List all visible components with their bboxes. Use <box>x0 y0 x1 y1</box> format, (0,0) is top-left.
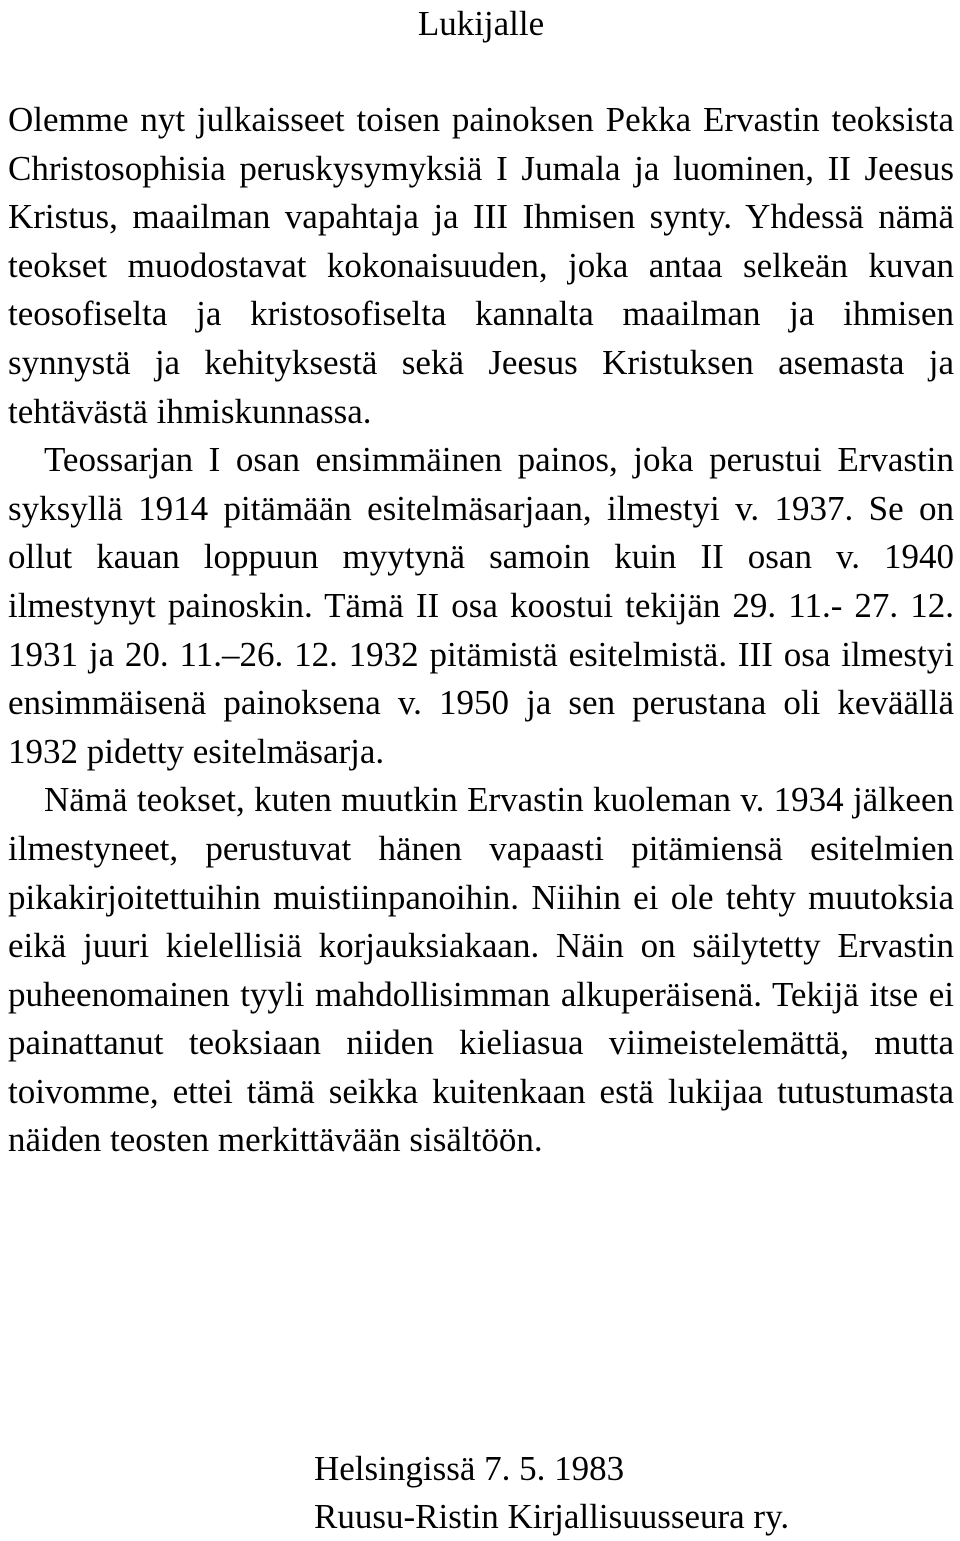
page-title: Lukijalle <box>417 4 545 43</box>
paragraph-intro: Olemme nyt julkaisseet toisen painoksen Pekka Ervastin teoksista Christosophisia peruskysymyksiä I Jumala ja luominen, II Jeesus Kristus, maailman vapahtaja ja III Ihmisen synty. Yhdessä nämä teokset muodostavat kokonaisuuden, joka antaa selkeän kuvan teosofiselta ja kristosofiselta kannalta maailman ja ihmisen synnystä ja kehityksestä sekä Jeesus Kristuksen asemasta ja tehtävästä ihmiskunnassa. <box>8 100 954 431</box>
signature-place-date: Helsingissä 7. 5. 1983 <box>314 1449 625 1488</box>
paragraph-editorial-note: Nämä teokset, kuten muutkin Ervastin kuoleman v. 1934 jälkeen ilmestyneet, perustuvat hänen vapaasti pitämiensä esitelmien pikakirjoitettuihin muistiinpanoihin. Niihin ei ole tehty muutoksia eikä juuri kielellisiä korjauksiakaan. Näin on säilytetty Ervastin puheenomainen tyyli mahdollisimman alkuperäisenä. Tekijä itse ei painattanut teoksiaan niiden kieliasua viimeistelemättä, mutta toivomme, ettei tämä seikka kuitenkaan estä lukijaa tutustumasta näiden teosten merkittävään sisältöön. <box>8 780 954 1160</box>
paragraph-publication-history: Teossarjan I osan ensimmäinen painos, joka perustui Ervastin syksyllä 1914 pitämään esitelmäsarjaan, ilmestyi v. 1937. Se on ollut kauan loppuun myytynä samoin kuin II osan v. 1940 ilmestynyt painoskin. Tämä II osa koostui tekijän 29. 11.- 27. 12. 1931 ja 20. 11.–26. 12. 1932 pitämistä esitelmistä. III osa ilmestyi ensimmäisenä painoksena v. 1950 ja sen perustana oli keväällä 1932 pidetty esitelmäsarja. <box>8 440 954 771</box>
signature-organization: Ruusu-Ristin Kirjallisuusseura ry. <box>314 1497 790 1536</box>
signature-block <box>314 1445 789 1541</box>
